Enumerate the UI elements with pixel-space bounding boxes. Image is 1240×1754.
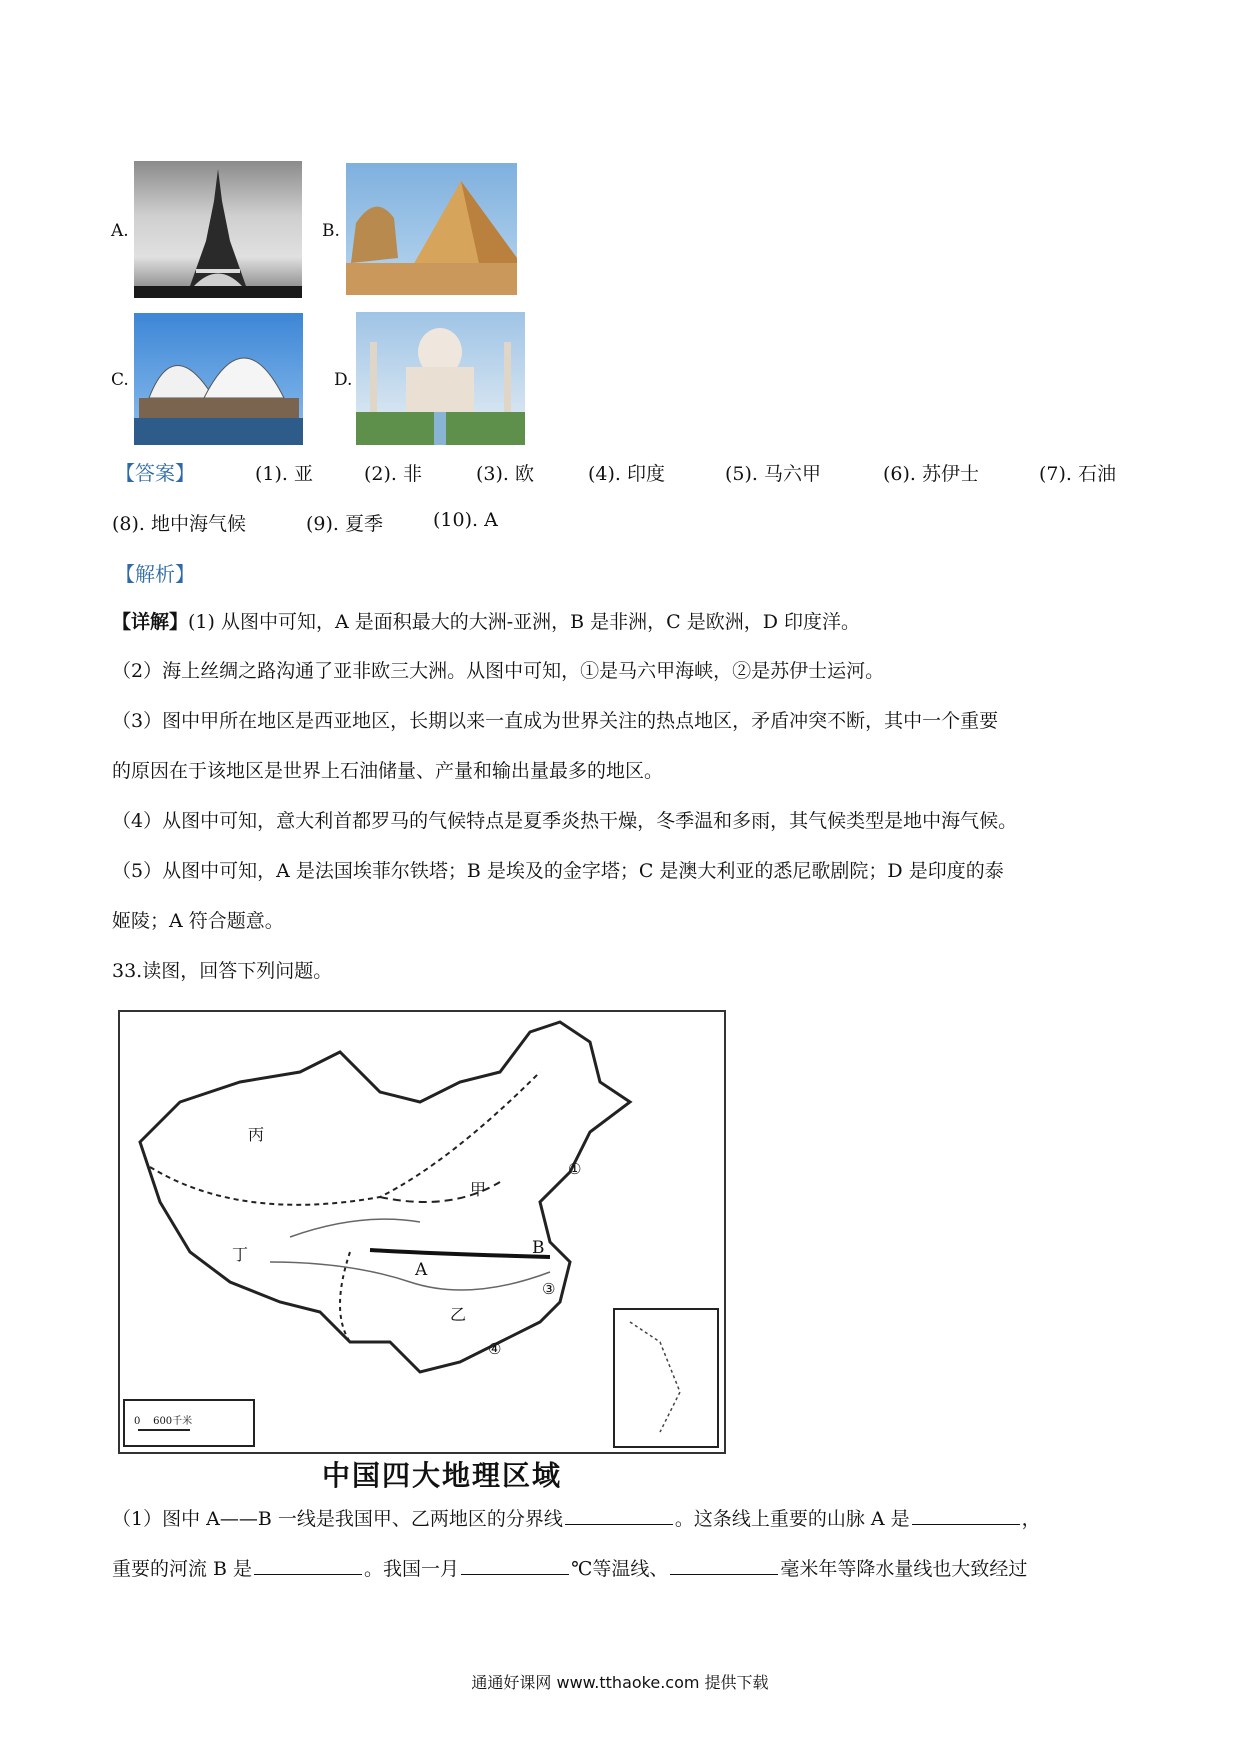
q1-line1 [112,1504,1041,1531]
map-label-circle-4: ④ [488,1340,502,1358]
analysis-p3b: 的原因在于该地区是世界上石油储量、产量和输出量最多的地区。 [112,760,664,782]
analysis-tag: 【解析】 [115,562,195,586]
analysis-p3a: （3）图中甲所在地区是西亚地区，长期以来一直成为世界关注的热点地区，矛盾冲突不断，其中一个重要 [112,710,999,732]
map-label-a: A [415,1260,428,1280]
china-regions-map [118,1010,726,1454]
map-label-bing: 丙 [248,1125,265,1144]
option-b-label: B. [322,221,340,241]
blank-isohyet[interactable] [670,1556,778,1575]
map-label-circle-1: ① [568,1160,582,1178]
q1-line2 [112,1554,1027,1581]
map-scale-label: 0 600千米 [134,1416,193,1427]
answer-item-10: (10). A [433,509,498,531]
answer-item-2: (2). 非 [364,463,422,485]
answer-item-4: (4). 印度 [588,463,665,485]
q1-line2-c: ℃等温线、 [571,1558,669,1580]
sydney-opera-house-photo [134,313,303,445]
option-a-label: A. [111,221,129,241]
analysis-p2: （2）海上丝绸之路沟通了亚非欧三大洲。从图中可知，①是马六甲海峡，②是苏伊士运河。 [112,660,885,682]
blank-boundary[interactable] [565,1506,673,1525]
map-title: 中国四大地理区域 [322,1459,563,1492]
answer-item-8: (8). 地中海气候 [112,513,246,535]
analysis-p1 [112,607,860,634]
answer-item-7: (7). 石油 [1039,463,1116,485]
analysis-p5a: （5）从图中可知，A 是法国埃菲尔铁塔；B 是埃及的金字塔；C 是澳大利亚的悉尼歌剧院；D 是印度的泰 [112,860,1004,882]
q1-line2-d: 毫米年等降水量线也大致经过 [780,1558,1028,1580]
blank-river[interactable] [254,1556,362,1575]
analysis-p5b: 姬陵；A 符合题意。 [112,910,284,932]
blank-mountain[interactable] [912,1506,1020,1525]
option-d-label: D. [334,370,353,390]
q1-part2: 。这条线上重要的山脉 A 是 [674,1508,910,1530]
answer-item-3: (3). 欧 [476,463,534,485]
detail-prefix: 【详解】 [112,611,189,633]
answer-item-5: (5). 马六甲 [725,463,821,485]
analysis-p1-text: (1) 从图中可知，A 是面积最大的大洲-亚洲，B 是非洲，C 是欧洲，D 印度洋。 [188,611,861,633]
page-footer: 通通好课网 www.tthaoke.com 提供下载 [471,1673,769,1692]
answer-tag: 【答案】 [115,461,195,485]
map-label-circle-3: ③ [542,1280,556,1298]
pyramid-sphinx-photo [346,163,517,295]
q1-part1: （1）图中 A——B 一线是我国甲、乙两地区的分界线 [112,1508,563,1530]
q1-part3: ， [1021,1508,1041,1530]
q1-line2-b: 。我国一月 [364,1558,460,1580]
map-label-yi: 乙 [450,1305,467,1324]
q1-line2-a: 重要的河流 B 是 [112,1558,253,1580]
map-label-b: B [532,1238,545,1258]
answer-item-6: (6). 苏伊士 [883,463,979,485]
eiffel-tower-photo [134,161,302,298]
question-33-title: 33.读图，回答下列问题。 [112,960,333,982]
map-label-jia: 甲 [470,1180,487,1199]
analysis-p4: （4）从图中可知，意大利首都罗马的气候特点是夏季炎热干燥，冬季温和多雨，其气候类型是地中海气候。 [112,810,1018,832]
taj-mahal-photo [356,312,525,445]
option-c-label: C. [111,370,129,390]
answer-item-1: (1). 亚 [255,463,313,485]
answer-item-9: (9). 夏季 [306,513,383,535]
blank-isotherm[interactable] [461,1556,569,1575]
map-label-ding: 丁 [232,1245,249,1264]
